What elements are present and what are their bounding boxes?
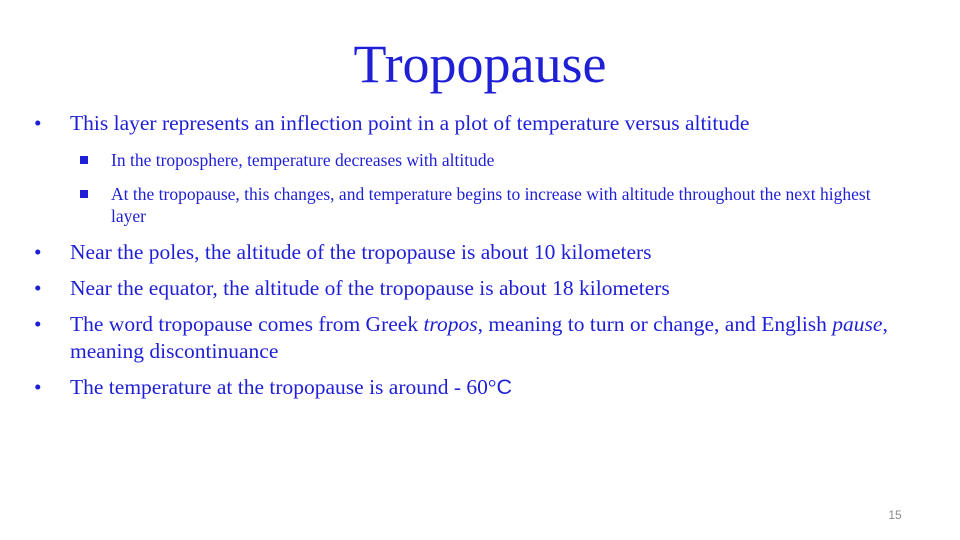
bullet-text: At the tropopause, this changes, and temperature begins to increase with altitude throughout the next highest layer — [111, 184, 871, 226]
bullet-level1 — [34, 374, 894, 401]
bullet-text: Near the equator, the altitude of the tropopause is about 18 kilometers — [70, 276, 670, 300]
bullet-dot: • — [34, 240, 42, 264]
bullet-text: In the troposphere, temperature decreases with altitude — [111, 150, 495, 170]
bullet-level1 — [34, 311, 894, 365]
bullet-dot: • — [34, 111, 42, 135]
bullet-level1 — [34, 275, 894, 302]
emphasis-tropos: tropos — [423, 312, 478, 336]
bullet-text — [70, 312, 888, 363]
slide-title: Tropopause — [353, 34, 607, 94]
bullet-text: This layer represents an inflection point in a plot of temperature versus altitude — [70, 111, 750, 135]
bullet-level2 — [34, 149, 894, 171]
square-bullet-icon — [80, 156, 88, 164]
bullet-dot: • — [34, 375, 42, 399]
temperature-unit: C — [496, 375, 513, 399]
emphasis-pause: pause — [832, 312, 883, 336]
bullet-level1 — [34, 110, 894, 137]
bullet-dot: • — [34, 276, 42, 300]
bullet-level2 — [34, 183, 894, 227]
page-number: 15 — [888, 508, 902, 522]
bullet-text-part: , meaning discontinuance — [70, 312, 888, 363]
bullet-text-part: The word tropopause comes from Greek — [70, 312, 424, 336]
square-bullet-icon — [80, 190, 88, 198]
slide-body — [34, 110, 894, 401]
bullet-dot: • — [34, 312, 42, 336]
bullet-text: The temperature at the tropopause is around - 60° — [70, 375, 497, 399]
bullet-text: Near the poles, the altitude of the tropopause is about 10 kilometers — [70, 240, 652, 264]
bullet-level1 — [34, 239, 894, 266]
bullet-text-part: , meaning to turn or change, and English — [477, 312, 833, 336]
